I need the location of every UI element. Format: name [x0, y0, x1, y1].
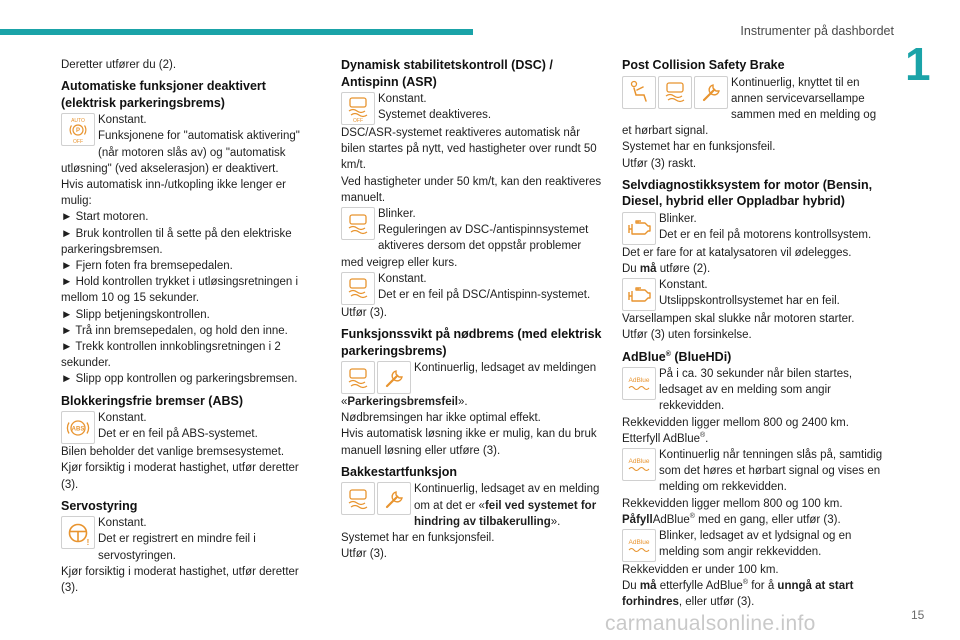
svg-text:P: P [75, 127, 81, 134]
skidding-car-icon [658, 76, 692, 109]
heading-adblue: AdBlue® (BlueHDi) [622, 349, 732, 364]
column-3: Post Collision Safety Brake Kontinuerlig, knyttet til en annen servicevarsellampe sammen med en melding og et hørbart signal. Systemet har en funksjonsfeil. Utfør (3) raskt. Selvdiagnostikksystem for motor (Bensin, Diesel, hybrid eller Oppladbar hybrid) Blinker. Det er en feil på motorens kontrollsystem. Det er fare for at katalysatoren vil ødelegges. Du må utføre (2). Konstant. Utslippskontrollsystemet har en feil. Varsellampen skal slukke når motoren starter. Utfør (3) uten forsinkelse. AdBlue® (BlueHDi) AdBlue På i ca. 30 sekunder når bilen startes, ledsaget av en melding som angir rekkevidden. Rekkevidden ligger mellom 800 og 2400 km. Etterfyll AdBlue®. AdBlue Kontinuerlig når tenningen slås på, samtidig som det høres et hørbart signal og vises en melding om rekkevidden. Rekkevidden ligger mellom 800 og 100 km. PåfyllAdBlue® med en gang, eller utfør (3). AdBlue Blinker, ledsaget av et lydsignal og en melding som angir rekkevidden. Rekkevidden er under 100 km. Du må etterfylle AdBlue® for å unngå at start forhindres, eller utfør (3). [622, 58, 883, 609]
indicator-adblue-flashing: AdBlue Blinker, ledsaget av et lydsignal og en melding som angir rekkevidden. [622, 528, 884, 562]
steering-wheel-warning-icon [61, 516, 95, 549]
svg-text:AdBlue: AdBlue [628, 376, 650, 384]
svg-text:AUTO: AUTO [71, 117, 85, 124]
step: ► Hold kontrollen trykket i utløsingsretningen i mellom 10 og 15 sekunder. [61, 276, 299, 305]
heading-emergency-brake: Funksjonssvikt på nødbrems (med elektrisk parkeringsbrems) [341, 327, 602, 358]
indicator-adblue-continuous: AdBlue Kontinuerlig når tenningen slås på, samtidig som det høres et hørbart signal og vises en melding om rekkevidden. [622, 447, 884, 496]
svg-text:OFF: OFF [73, 138, 83, 144]
step: ► Fjern foten fra bremsepedalen. [61, 260, 233, 273]
skidding-car-icon [341, 482, 375, 515]
heading-auto-functions: Automatiske funksjoner deaktivert (elektrisk parkeringsbrems) [61, 79, 266, 110]
adblue-icon [622, 448, 656, 481]
adblue-icon [622, 529, 656, 562]
heading-power-steering: Servostyring [61, 498, 138, 513]
header-accent-bar [0, 29, 473, 35]
indicator-hill-start: Kontinuerlig, ledsaget av en melding om at det er «feil ved systemet for hindring av tilbakerulling». [341, 481, 603, 530]
wrench-icon [694, 76, 728, 109]
step: ► Bruk kontrollen til å sette på den elektriske parkeringsbremsen. [61, 227, 292, 256]
step: ► Slipp betjeningskontrollen. [61, 308, 210, 321]
skidding-car-icon [341, 272, 375, 305]
wrench-icon [377, 482, 411, 515]
step: ► Trekk kontrollen innkoblingsretningen i 2 sekunder. [61, 341, 281, 370]
engine-icon [622, 212, 656, 245]
heading-hill-start: Bakkestartfunksjon [341, 464, 458, 479]
column-1: Deretter utfører du (2). Automatiske funksjoner deaktivert (elektrisk parkeringsbrems) AUTO P OFF Konstant. Funksjonene for "automatisk aktivering" (når motoren slås av) og "automatisk utløsning" (ved akselerasjon) er deaktivert. Hvis automatisk inn-/utkopling ikke lenger er mulig: ► Start motoren. ► Bruk kontrollen til å sette på den elektriske parkeringsbremsen. ► Fjern foten fra bremsepedalen. ► Hold kontrollen trykket i utløsingsretningen i mellom 10 og 15 sekunder. ► Slipp betjeningskontrollen. ► Trå inn bremsepedalen, og hold den inne. ► Trekk kontrollen innkoblingsretningen i 2 sekunder. ► Slipp opp kontrollen og parkeringsbremsen. Blokkeringsfrie bremser (ABS) ABS Konstant. Det er en feil på ABS-systemet. Bilen beholder det vanlige bremsesystemet. Kjør forsiktig i moderat hastighet, utfør deretter (3). Servostyring ! Konstant. Det er registrert en mindre feil i servostyringen. Kjør forsiktig i moderat hastighet, utfør deretter (3). [61, 57, 315, 596]
wrench-icon [377, 361, 411, 394]
indicator-dsc-off: OFF Konstant. Systemet deaktiveres. [341, 91, 603, 125]
heading-engine-diagnostics: Selvdiagnostikksystem for motor (Bensin, Diesel, hybrid eller Oppladbar hybrid) [622, 177, 873, 209]
skidding-car-icon [341, 361, 375, 394]
watermark: carmanualsonline.info [605, 612, 816, 635]
indicator-dsc-flashing: Blinker. Reguleringen av DSC-/antispinnsystemet aktiveres dersom det oppstår problemer med veigrep eller kurs. [341, 208, 589, 269]
column-2: Dynamisk stabilitetskontroll (DSC) / Antispinn (ASR) OFF Konstant. Systemet deaktiveres. DSC/ASR-systemet reaktiveres automatisk når bilen startes på nytt, ved hastigheter over rundt 50 km/t. Ved hastigheter under 50 km/t, kan den reaktiveres manuelt. Blinker. Reguleringen av DSC-/antispinnsystemet aktiveres dersom det oppstår problemer med veigrep eller kurs. Konstant. Det er en feil på DSC/Antispinn-systemet. Utfør (3). Funksjonssvikt på nødbrems (med elektrisk parkeringsbrems) Kontinuerlig, ledsaget av meldingen «Parkeringsbremsfeil». Nødbremsingen har ikke optimal effekt. Hvis automatisk løsning ikke er mulig, kan du bruk manuell løsning eller utføre (3). Bakkestartfunksjon Kontinuerlig, ledsaget av en melding om at det er «feil ved systemet for hindring av tilbakerulling». Systemet har en funksjonsfeil. Utfør (3). [341, 58, 602, 561]
chapter-number: 1 [905, 38, 931, 90]
indicator-auto-off: AUTO P OFF Konstant. Funksjonene for "automatisk aktivering" (når motoren slås av) og "automatisk utløsning" (ved akselerasjon) er deaktivert. [61, 114, 300, 175]
heading-abs: Blokkeringsfrie bremser (ABS) [61, 393, 244, 408]
skidding-car-off-icon [341, 92, 375, 125]
adblue-icon [622, 367, 656, 400]
svg-text:OFF: OFF [353, 117, 363, 123]
heading-post-collision: Post Collision Safety Brake [622, 58, 785, 72]
indicator-post-collision: Kontinuerlig, knyttet til en annen servicevarsellampe sammen med en melding og et hørbart signal. [622, 76, 877, 138]
auto-off-parking-brake-icon [61, 113, 95, 146]
skidding-car-icon [341, 207, 375, 240]
svg-text:AdBlue: AdBlue [628, 457, 650, 465]
step: ► Slipp opp kontrollen og parkeringsbremsen. [61, 373, 298, 386]
svg-text:!: ! [86, 537, 90, 547]
step: ► Start motoren. [61, 211, 149, 224]
indicator-emergency-brake: Kontinuerlig, ledsaget av meldingen [341, 360, 603, 394]
indicator-power-steering: ! Konstant. Det er registrert en mindre feil i servostyringen. [61, 515, 315, 564]
step: ► Trå inn bremsepedalen, og hold den inne. [61, 324, 288, 337]
indicator-adblue-start: AdBlue På i ca. 30 sekunder når bilen startes, ledsaget av en melding som angir rekkevidden. [622, 366, 884, 415]
indicator-abs: ABS Konstant. Det er en feil på ABS-systemet. [61, 410, 315, 444]
indicator-engine-flashing: Blinker. Det er en feil på motorens kontrollsystem. [622, 211, 884, 245]
section-title: Instrumenter på dashbordet [740, 24, 894, 38]
intro-text: Deretter utfører du (2). [61, 59, 177, 71]
abs-warning-icon [61, 411, 95, 444]
indicator-engine-fault: Konstant. Utslippskontrollsystemet har en feil. [622, 277, 884, 311]
engine-icon [622, 278, 656, 311]
indicator-dsc-fault: Konstant. Det er en feil på DSC/Antispinn-systemet. [341, 271, 603, 305]
page-number: 15 [911, 608, 925, 622]
svg-text:ABS: ABS [71, 425, 85, 432]
seated-driver-icon [622, 76, 656, 109]
heading-dsc-asr: Dynamisk stabilitetskontroll (DSC) / Antispinn (ASR) [341, 58, 553, 89]
svg-text:AdBlue: AdBlue [628, 538, 650, 546]
